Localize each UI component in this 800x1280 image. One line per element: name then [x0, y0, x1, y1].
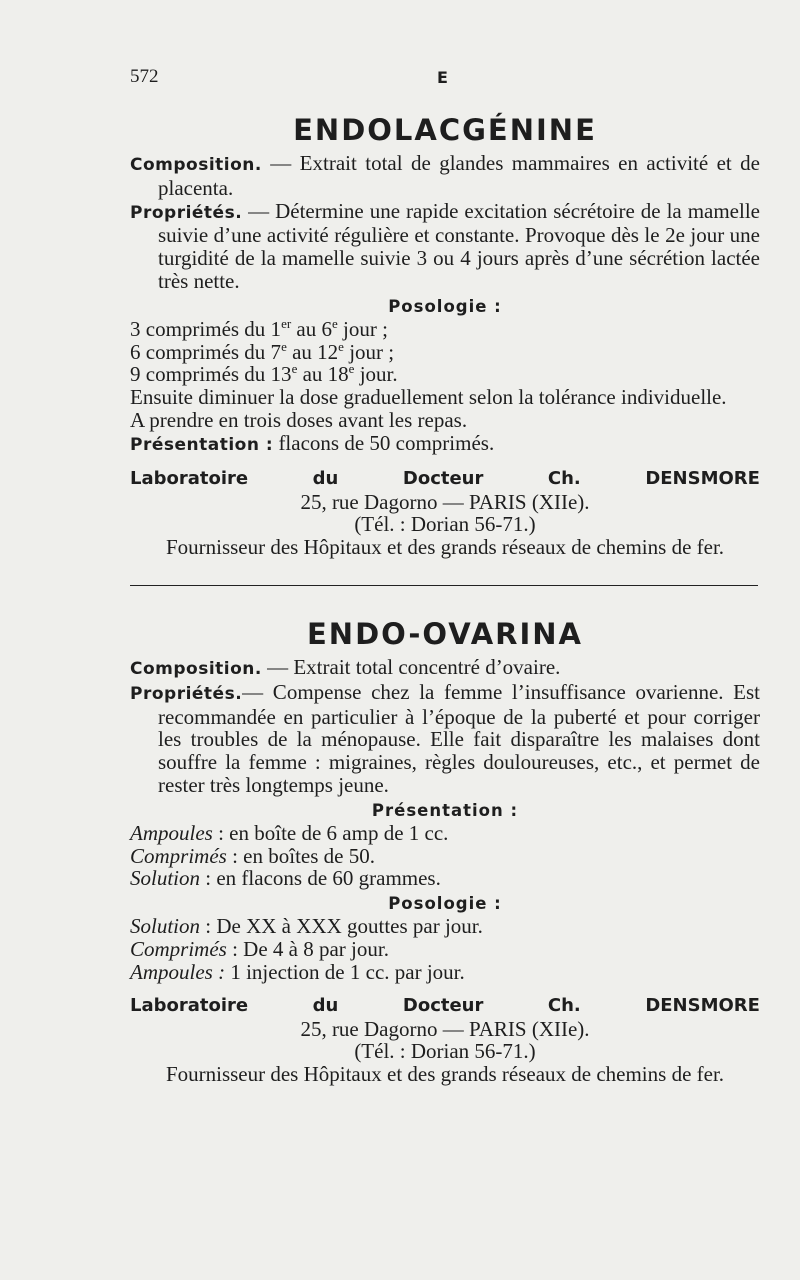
composition-label: Composition. — [130, 155, 262, 175]
presentation-line: Comprimés : en boîtes de 50. — [130, 843, 375, 868]
prendre-paragraph: A prendre en trois doses avant les repas. — [130, 407, 468, 432]
page-number: 572 — [130, 66, 159, 87]
section-divider — [130, 585, 758, 586]
proprietes-paragraph — [130, 681, 760, 797]
posologie-line: Comprimés : De 4 à 8 par jour. — [130, 936, 389, 961]
presentation-line: Ampoules : en boîte de 6 amp de 1 cc. — [130, 820, 449, 845]
laboratory-phone: (Tél. : Dorian 56-71.) — [354, 512, 536, 537]
composition-paragraph — [130, 656, 760, 681]
section-letter: E — [437, 68, 448, 87]
laboratory-address: 25, rue Dagorno — PARIS (XIIe). — [300, 489, 590, 514]
fournisseur-text: Fournisseur des Hôpitaux et des grands réseaux de chemins de fer. — [165, 1062, 725, 1087]
posologie-line: 9 comprimés du 13e au 18e jour. — [130, 361, 398, 387]
presentation-text: flacons de 50 comprimés. — [273, 430, 495, 455]
proprietes-label: Propriétés. — [130, 683, 243, 704]
proprietes-label: Propriétés. — [130, 202, 243, 223]
proprietes-text: — Compense chez la femme l’insuffisance ovarienne. Est recommandée en particulier à l’époque de la puberté et pour corriger les troubles de la ménopause. Elle fait disparaître les malaises dont souffre la femme : migraines, règles douloureuses, etc., et permet de rester très longtemps jeune. — [158, 679, 760, 797]
composition-label: Composition. — [130, 658, 262, 679]
entry-title: ENDOLACGÉNINE — [293, 113, 597, 147]
composition-paragraph — [130, 152, 760, 200]
fournisseur-text: Fournisseur des Hôpitaux et des grands réseaux de chemins de fer. — [165, 535, 725, 560]
presentation-line: Solution : en flacons de 60 grammes. — [130, 866, 441, 891]
presentation-paragraph — [130, 432, 760, 457]
laboratory-name: Laboratoire du Docteur Ch. DENSMORE — [130, 994, 760, 1016]
laboratory-name: Laboratoire du Docteur Ch. DENSMORE — [130, 467, 760, 489]
presentation-heading: Présentation : — [371, 800, 519, 820]
laboratory-address: 25, rue Dagorno — PARIS (XIIe). — [300, 1016, 590, 1041]
entry-title: ENDO-OVARINA — [306, 616, 583, 651]
posologie-heading: Posologie : — [388, 894, 502, 914]
page — [130, 62, 760, 1086]
proprietes-text: — Détermine une rapide excitation sécrétoire de la mamelle suivie d’une activité régulière et constante. Provoque dès le 2e jour une turgidité de la mamelle suivie 3 ou 4 jours après d’une sécrétion lactée très nette. — [158, 198, 760, 293]
ensuite-paragraph: Ensuite diminuer la dose graduellement selon la tolérance individuelle. — [130, 385, 727, 410]
posologie-line: Ampoules : 1 injection de 1 cc. par jour. — [130, 959, 465, 984]
page-header — [130, 62, 760, 92]
posologie-line: Solution : De XX à XXX gouttes par jour. — [130, 914, 483, 939]
entry-endolacgenine — [130, 114, 760, 559]
composition-text: — Extrait total de glandes mammaires en activité et de placenta. — [158, 151, 760, 200]
proprietes-paragraph — [130, 200, 760, 293]
posologie-line: 6 comprimés du 7e au 12e jour ; — [130, 338, 395, 364]
posologie-heading: Posologie : — [388, 296, 502, 316]
laboratory-phone: (Tél. : Dorian 56-71.) — [354, 1039, 536, 1064]
entry-endo-ovarina — [130, 618, 760, 1086]
posologie-line: 3 comprimés du 1er au 6e jour ; — [130, 315, 388, 341]
composition-text: — Extrait total concentré d’ovaire. — [261, 654, 561, 679]
presentation-label: Présentation : — [130, 434, 274, 455]
